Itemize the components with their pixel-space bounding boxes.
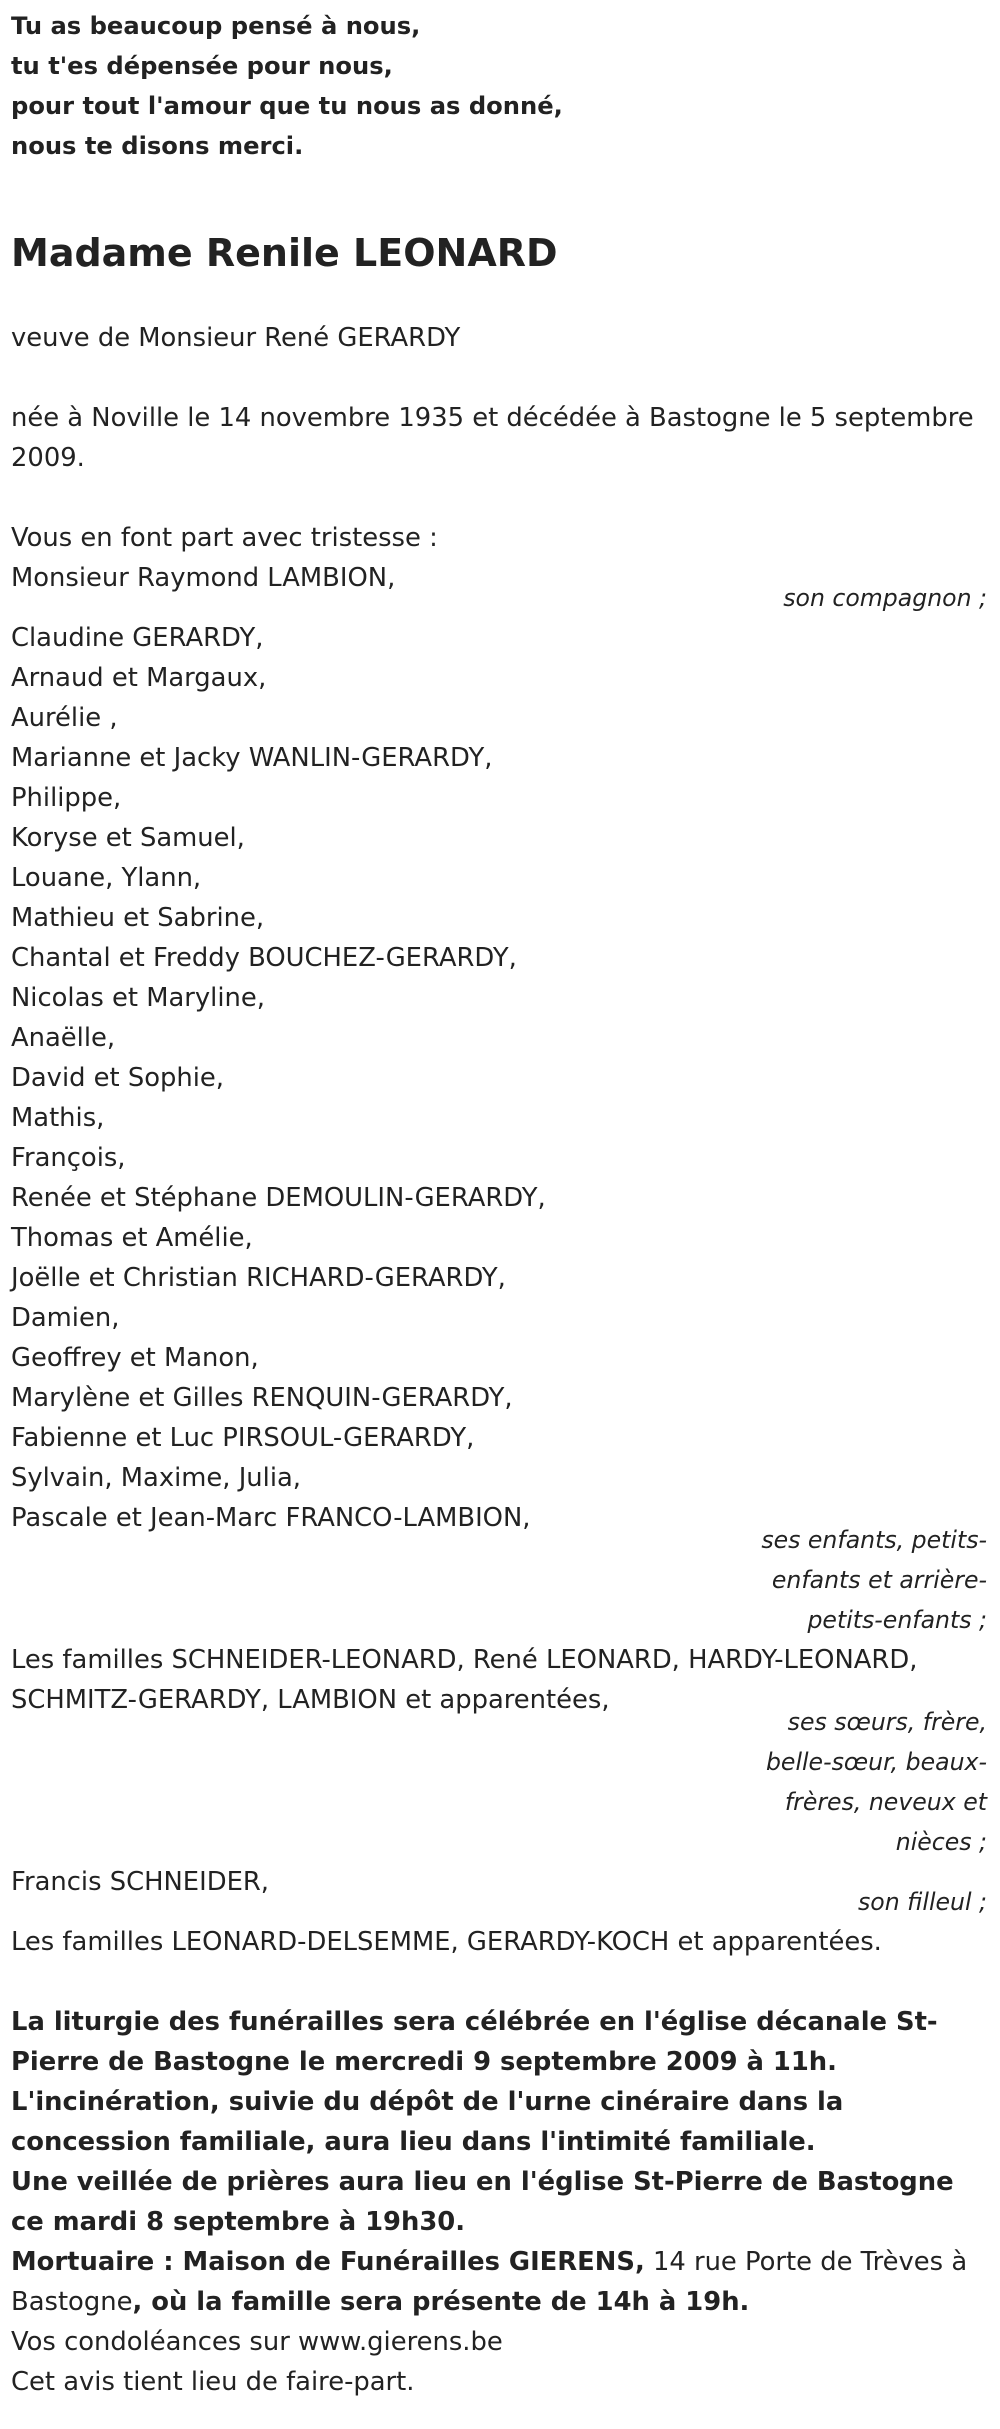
announcement-body [11,318,991,2402]
other-families-line: Les familles LEONARD-DELSEMME, GERARDY-KOCH et apparentées. [11,1927,882,1957]
notice-line: Cet avis tient lieu de faire-part. [11,2367,415,2397]
family-member-line: Anaëlle, [11,1023,116,1053]
family-member-line: François, [11,1143,126,1173]
family-member-line: Marylène et Gilles RENQUIN-GERARDY, [11,1383,513,1413]
family-member-line: Fabienne et Luc PIRSOUL-GERARDY, [11,1423,475,1453]
family-member-line: Nicolas et Maryline, [11,983,265,1013]
children-list [11,618,991,1538]
family-member-line: Chantal et Freddy BOUCHEZ-GERARDY, [11,943,517,973]
family-member-line: Aurélie , [11,703,118,733]
godson-name: Francis SCHNEIDER, [11,1867,269,1897]
mortuary-info [11,2242,991,2322]
mortuary-presence: , où la famille sera présente de 14h à 19h. [132,2287,750,2317]
family-member-line: Geoffrey et Manon, [11,1343,259,1373]
family-member-line: Mathieu et Sabrine, [11,903,265,933]
family-member-line: Philippe, [11,783,122,813]
families-line: Les familles SCHNEIDER-LEONARD, René LEONARD, HARDY-LEONARD, SCHMITZ-GERARDY, LAMBION et apparentées, [11,1645,918,1715]
opening-poem [11,6,563,166]
cremation-info: L'incinération, suivie du dépôt de l'urne cinéraire dans la concession familiale, aura lieu dans l'intimité familiale. [11,2087,844,2157]
family-member-line: Marianne et Jacky WANLIN-GERARDY, [11,743,493,773]
birth-death-line: née à Noville le 14 novembre 1935 et décédée à Bastogne le 5 septembre 2009. [11,403,974,473]
family-member-line: Renée et Stéphane DEMOULIN-GERARDY, [11,1183,546,1213]
condolences-line: Vos condoléances sur www.gierens.be [11,2327,503,2357]
children-relation: ses enfants, petits- enfants et arrière- petits-enfants ; [761,1526,987,1634]
poem-line: tu t'es dépensée pour nous, [11,52,393,80]
mortuary-label: Mortuaire : Maison de Funérailles GIERENS, [11,2247,645,2277]
family-member-line: Arnaud et Margaux, [11,663,267,693]
family-member-line: Louane, Ylann, [11,863,202,893]
godson-relation: son filleul ; [857,1888,987,1916]
poem-line: nous te disons merci. [11,132,304,160]
family-member-line: David et Sophie, [11,1063,224,1093]
companion-name: Monsieur Raymond LAMBION, [11,563,396,593]
deceased-name-title: Madame Renile LEONARD [11,231,558,275]
families-relation: ses sœurs, frère, belle-sœur, beaux- frères, neveux et nièces ; [765,1708,987,1856]
companion-relation: son compagnon ; [783,584,987,612]
intro-line: Vous en font part avec tristesse : [11,523,438,553]
family-member-line: Claudine GERARDY, [11,623,264,653]
family-member-line: Damien, [11,1303,120,1333]
family-member-line: Thomas et Amélie, [11,1223,253,1253]
family-member-line: Joëlle et Christian RICHARD-GERARDY, [11,1263,506,1293]
liturgy-info: La liturgie des funérailles sera célébrée en l'église décanale St-Pierre de Bastogne le mercredi 9 septembre 2009 à 11h. [11,2007,938,2077]
mortuary-address: 14 rue Porte de Trèves à Bastogne [11,2247,968,2317]
family-member-line: Koryse et Samuel, [11,823,245,853]
family-member-line: Pascale et Jean-Marc FRANCO-LAMBION, [11,1503,531,1533]
family-member-line: Mathis, [11,1103,105,1133]
widow-of-line: veuve de Monsieur René GERARDY [11,323,461,353]
vigil-info: Une veillée de prières aura lieu en l'église St-Pierre de Bastogne ce mardi 8 septembre à 19h30. [11,2167,954,2237]
poem-line: Tu as beaucoup pensé à nous, [11,12,421,40]
poem-line: pour tout l'amour que tu nous as donné, [11,92,563,120]
family-member-line: Sylvain, Maxime, Julia, [11,1463,302,1493]
